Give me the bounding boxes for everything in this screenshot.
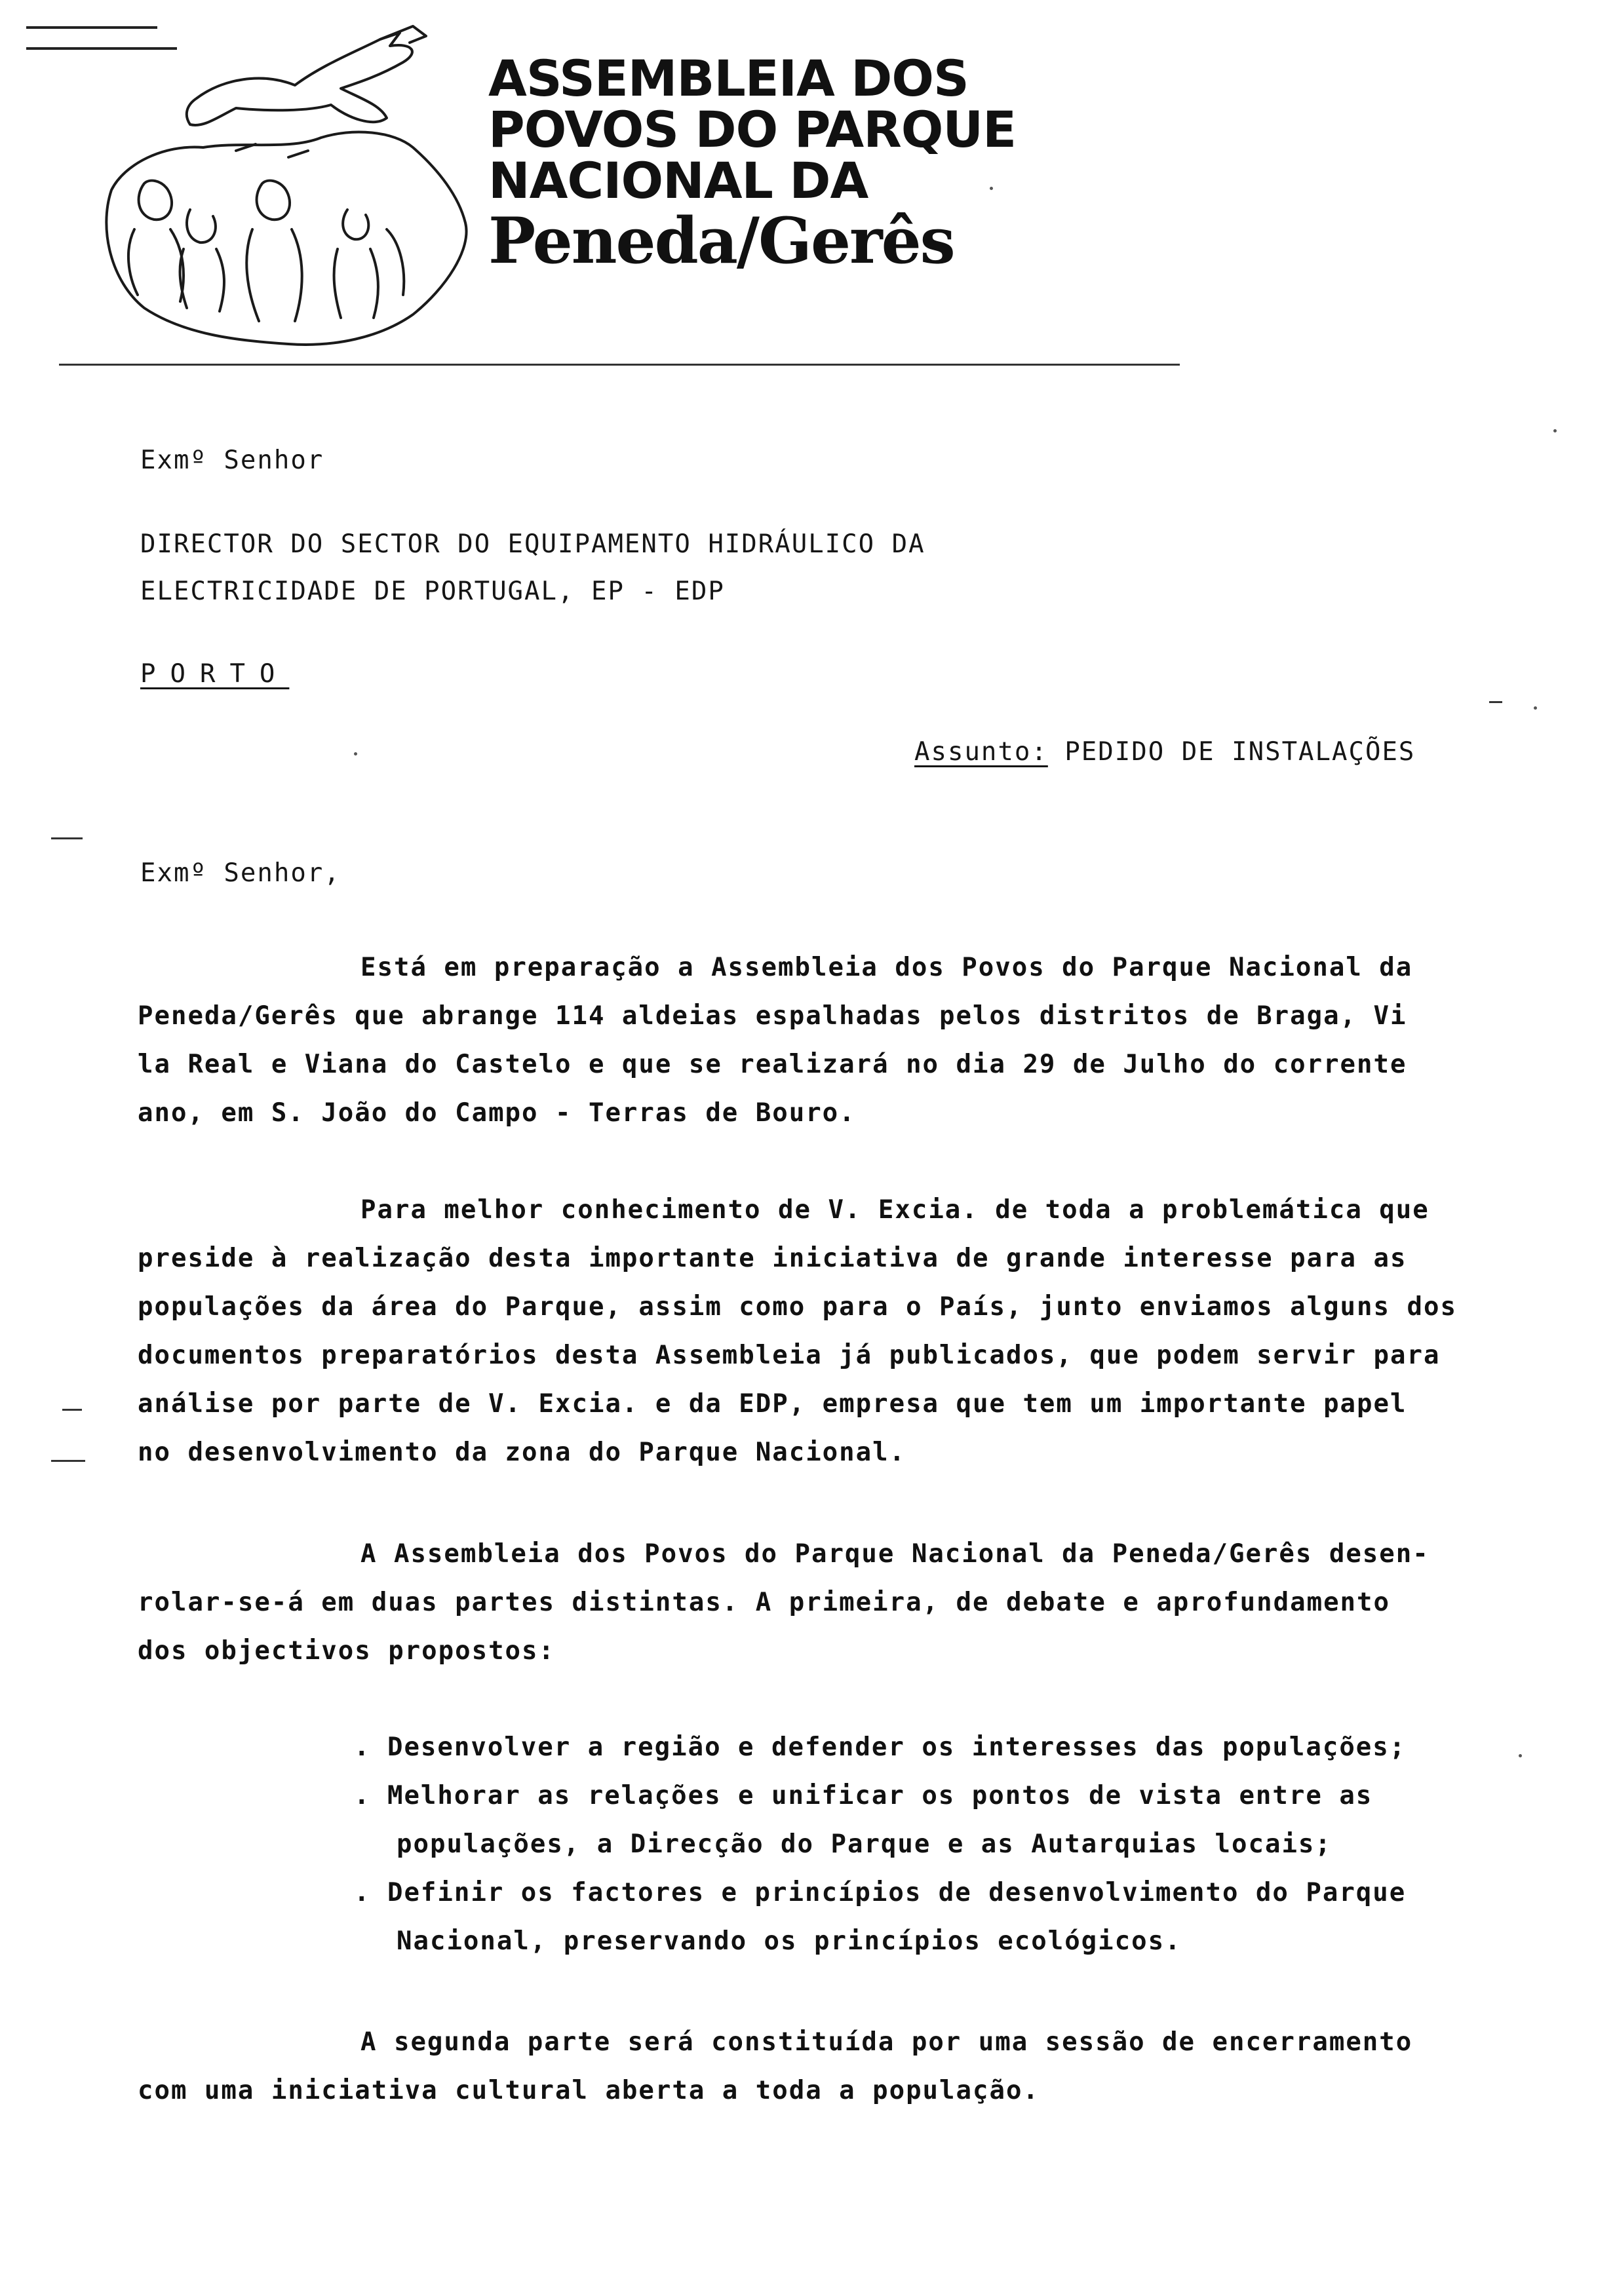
paragraph-4 (138, 2018, 1514, 2115)
paragraph-line: la Real e Viana do Castelo e que se realizará no dia 29 de Julho do corrente (138, 1050, 1407, 1079)
scan-speck (354, 752, 357, 756)
margin-mark (51, 837, 83, 839)
subject-line (914, 737, 1415, 767)
subject-label: Assunto: (914, 737, 1048, 767)
greeting: Exmº Senhor, (140, 858, 341, 888)
list-item-continuation: populações, a Direcção do Parque e as Autarquias locais; (397, 1829, 1332, 1859)
org-name-line-1: ASSEMBLEIA DOS (488, 49, 969, 107)
paragraph-line: dos objectivos propostos: (138, 1636, 555, 1666)
paragraph-line: com uma iniciativa cultural aberta a toda a população. (138, 2076, 1040, 2105)
subject-text: PEDIDO DE INSTALAÇÕES (1064, 737, 1416, 767)
paragraph-3 (138, 1530, 1514, 1675)
scan-speck (1519, 1754, 1522, 1757)
paragraph-1 (138, 944, 1514, 1138)
paragraph-line: análise por parte de V. Excia. e da EDP, empresa que tem um importante papel (138, 1389, 1407, 1419)
paragraph-line: populações da área do Parque, assim como para o País, junto enviamos alguns dos (138, 1292, 1457, 1322)
organization-name (488, 49, 1017, 278)
letterhead-divider (59, 364, 1180, 366)
assembly-logo-illustration (72, 13, 478, 354)
objectives-list (354, 1723, 1406, 1966)
org-name-line-2: POVOS DO PARQUE (488, 100, 1017, 159)
paragraph-line: Peneda/Gerês que abrange 114 aldeias espalhadas pelos distritos de Braga, Vi (138, 1001, 1407, 1031)
margin-mark (51, 1460, 85, 1462)
paragraph-line: preside à realização desta importante iniciativa de grande interesse para as (138, 1244, 1407, 1273)
recipient-city: PORTO (140, 659, 290, 689)
list-item: . Melhorar as relações e unificar os pontos de vista entre as (354, 1781, 1373, 1810)
org-name-line-3: NACIONAL DA (488, 151, 868, 210)
paragraph-line: A Assembleia dos Povos do Parque Nacional da Peneda/Gerês desen- (360, 1539, 1430, 1569)
paragraph-line: no desenvolvimento da zona do Parque Nacional. (138, 1438, 906, 1467)
paragraph-line: documentos preparatórios desta Assembleia já publicados, que podem servir para (138, 1341, 1441, 1370)
scan-speck (1534, 706, 1537, 710)
paragraph-line: ano, em S. João do Campo - Terras de Bouro. (138, 1098, 856, 1128)
margin-mark (62, 1409, 82, 1411)
recipient-line-1: DIRECTOR DO SECTOR DO EQUIPAMENTO HIDRÁULICO DA (140, 529, 925, 559)
margin-mark (1489, 701, 1502, 703)
list-item-continuation: Nacional, preservando os princípios ecológicos. (397, 1926, 1182, 1956)
paragraph-line: Está em preparação a Assembleia dos Povos do Parque Nacional da (360, 953, 1413, 982)
paragraph-2 (138, 1186, 1514, 1477)
paragraph-line: rolar-se-á em duas partes distintas. A primeira, de debate e aprofundamento (138, 1588, 1390, 1617)
paragraph-line: A segunda parte será constituída por uma sessão de encerramento (360, 2027, 1413, 2057)
recipient-line-2: ELECTRICIDADE DE PORTUGAL, EP - EDP (140, 577, 725, 606)
org-name-line-4: Peneda/Gerês (488, 204, 954, 278)
list-item: . Desenvolver a região e defender os interesses das populações; (354, 1732, 1407, 1762)
scan-speck (1553, 429, 1557, 432)
paragraph-line: Para melhor conhecimento de V. Excia. de toda a problemática que (360, 1195, 1430, 1225)
list-item: . Definir os factores e princípios de desenvolvimento do Parque (354, 1878, 1407, 1907)
scan-speck (990, 187, 993, 190)
salutation-top: Exmº Senhor (140, 446, 324, 475)
